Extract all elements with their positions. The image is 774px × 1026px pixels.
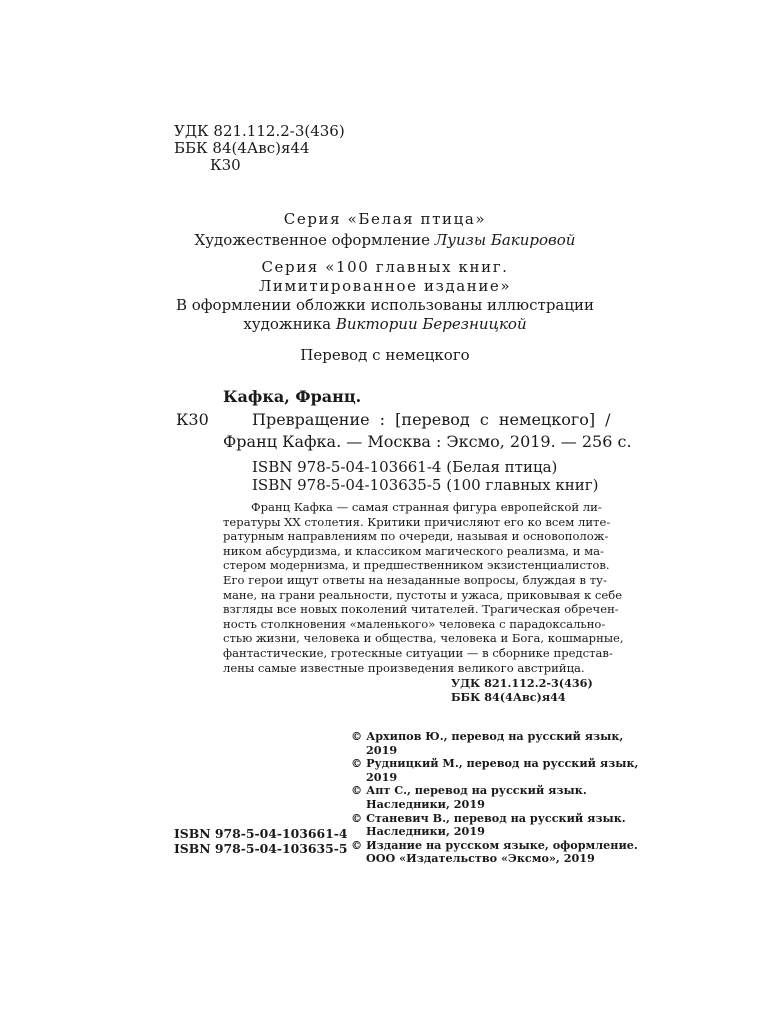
annotation-line: стью жизни, человека и общества, человека и Бога, кошмарные, — [223, 631, 624, 646]
copyright-line: © Издание на русском языке, оформление. — [351, 837, 638, 852]
cover-credit-line-1: В оформлении обложки использованы иллюстрации — [175, 296, 594, 314]
annotation-line: тературы XX столетия. Критики причисляют его ко всем лите- — [223, 514, 611, 529]
biblio-title-line-2: Франц Кафка. — Москва : Эксмо, 2019. — 256 с. — [223, 432, 632, 451]
copyright-line-cont: 2019 — [366, 769, 398, 784]
biblio-isbn-1: ISBN 978-5-04-103661-4 (Белая птица) — [252, 458, 558, 476]
copyright-line: © Апт С., перевод на русский язык. — [351, 783, 587, 798]
design-prefix: Художественное оформление — [194, 231, 435, 249]
isbn-bottom-2: ISBN 978-5-04-103635-5 — [174, 841, 348, 856]
biblio-title-line-1: Превращение : [перевод с немецкого] / — [252, 410, 611, 429]
series-2-line-2: Лимитированное издание» — [258, 277, 512, 295]
udk-code: УДК 821.112.2-3(436) — [174, 122, 345, 140]
author-mark: К30 — [210, 156, 241, 174]
annotation-line: лены самые известные произведения великого австрийца. — [223, 660, 585, 675]
biblio-isbn-2: ISBN 978-5-04-103635-5 (100 главных книг) — [252, 476, 599, 494]
copyright-line: © Станевич В., перевод на русский язык. — [351, 810, 626, 825]
annotation-line: мане, на грани реальности, пустоты и ужаса, приковывая к себе — [223, 587, 623, 602]
credits-block — [160, 210, 610, 365]
annotation-line: фантастические, гротескные ситуации — в сборнике представ- — [223, 645, 613, 660]
biblio-author: Кафка, Франц. — [223, 387, 362, 406]
bbk-code-bottom: ББК 84(4Авс)я44 — [451, 690, 566, 704]
translation-note: Перевод с немецкого — [300, 346, 470, 364]
annotation-line: Франц Кафка — самая странная фигура европейской ли- — [251, 500, 602, 514]
annotation-line: ность столкновения «маленького» человека с парадоксально- — [223, 616, 606, 631]
annotation-line: стером модернизма, и предшественником экзистенциалистов. — [223, 558, 610, 573]
copyright-line-cont: ООО «Издательство «Эксмо», 2019 — [366, 851, 595, 866]
series-2-line-1: Серия «100 главных книг. — [261, 258, 509, 276]
bbk-code: ББК 84(4Авс)я44 — [174, 139, 310, 157]
design-credit — [160, 231, 610, 250]
illustrator-name: Виктории Березницкой — [335, 315, 527, 333]
annotation-line: ником абсурдизма, и классиком магического реализма, и ма- — [223, 543, 604, 558]
designer-name: Луизы Бакировой — [434, 231, 576, 249]
annotation-line: взгляды все новых поколений читателей. Трагическая обречен- — [223, 602, 619, 617]
cover-credit-line-2 — [160, 315, 610, 334]
copyright-line-cont: Наследники, 2019 — [366, 824, 485, 839]
annotation — [223, 500, 624, 675]
udk-code-bottom: УДК 821.112.2-3(436) — [451, 676, 593, 690]
biblio-mark: К30 — [176, 410, 209, 429]
copyright-line: © Рудницкий М., перевод на русский язык, — [351, 756, 639, 771]
copyright-line-cont: 2019 — [366, 742, 398, 757]
annotation-line: ратурным направлениям по очереди, называя и основополож- — [223, 529, 609, 544]
copyright-line: © Архипов Ю., перевод на русский язык, — [351, 729, 624, 743]
annotation-line: Его герои ищут ответы на незаданные вопросы, блуждая в ту- — [223, 572, 607, 587]
copyright-block — [351, 730, 638, 866]
cover-prefix: художника — [243, 315, 336, 333]
copyright-line-cont: Наследники, 2019 — [366, 796, 485, 811]
series-1: Серия «Белая птица» — [283, 210, 487, 228]
isbn-bottom-1: ISBN 978-5-04-103661-4 — [174, 826, 348, 841]
isbn-block-bottom — [174, 826, 348, 856]
